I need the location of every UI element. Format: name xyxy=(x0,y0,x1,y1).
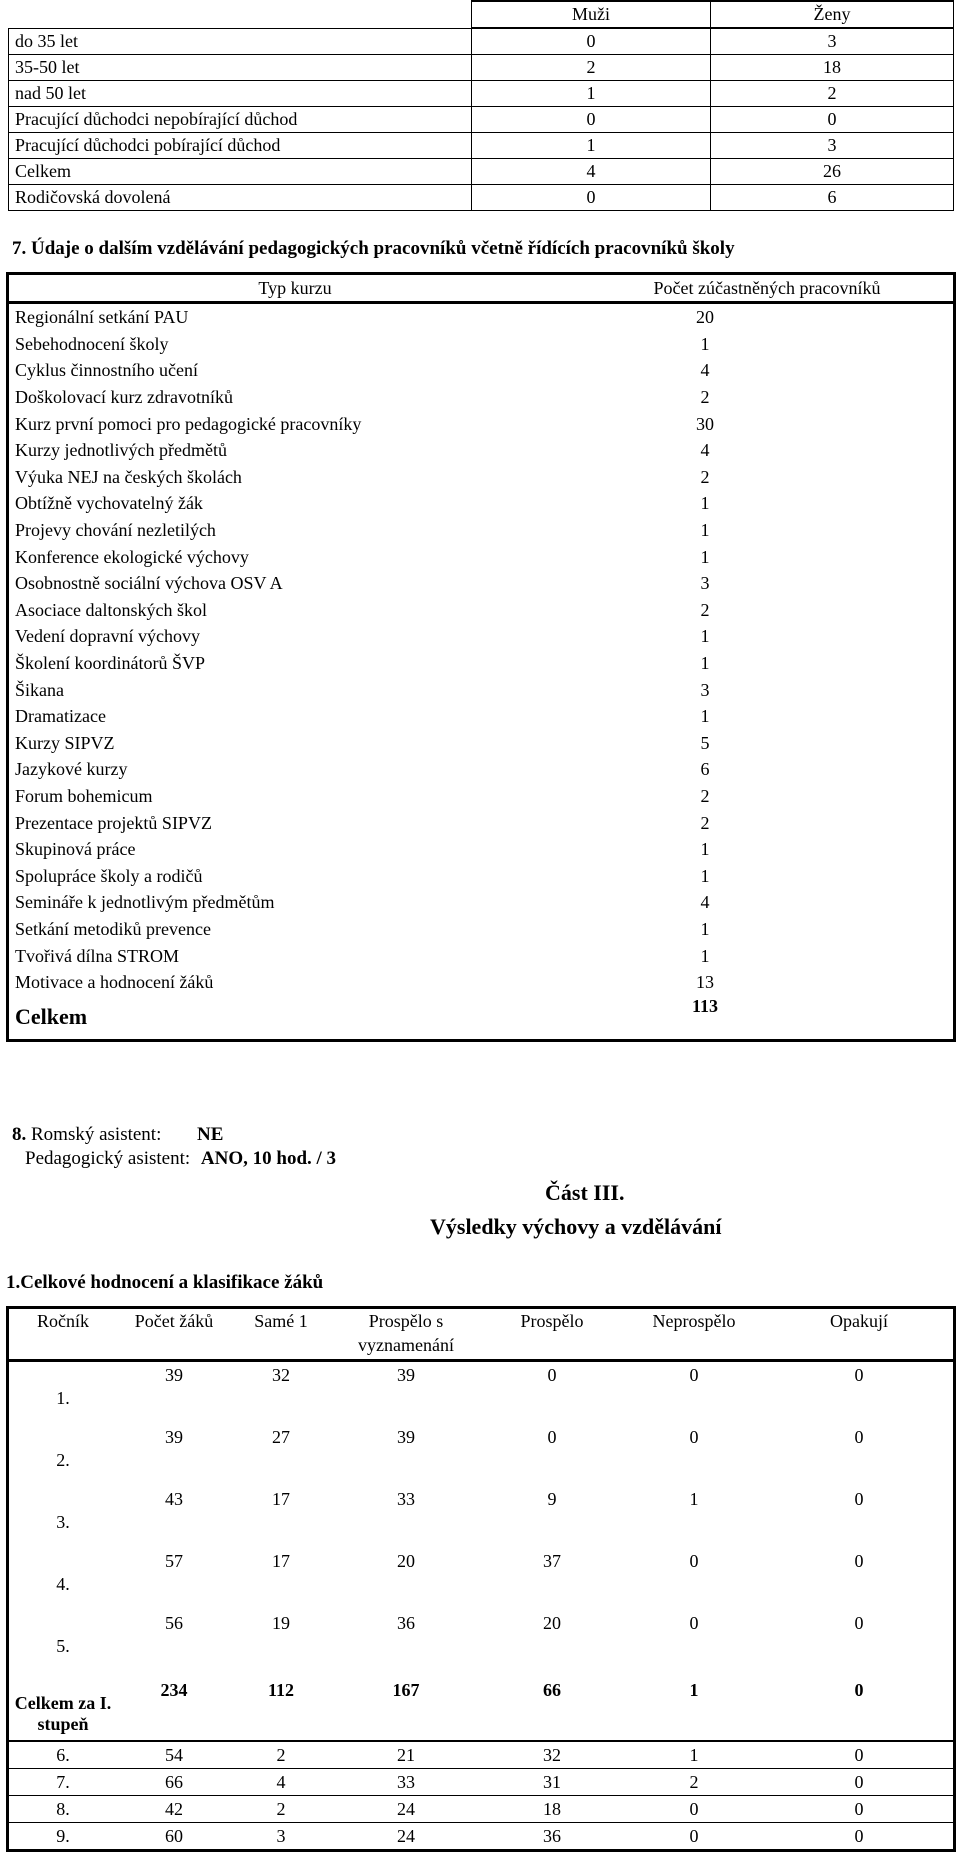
training-row-name: Vedení dopravní výchovy xyxy=(15,626,200,647)
training-row-name: Školení koordinátorů ŠVP xyxy=(15,653,206,674)
results-value: 3 xyxy=(231,1823,331,1851)
results-value: 0 xyxy=(854,1365,864,1385)
training-row-count: 2 xyxy=(700,466,710,487)
training-row-name: Šikana xyxy=(15,679,64,700)
staff-row-label: do 35 let xyxy=(9,28,472,55)
results-row xyxy=(8,1823,955,1851)
training-row-count: 1 xyxy=(700,945,710,966)
training-row-count: 1 xyxy=(700,918,710,939)
training-row-name: Motivace a hodnocení žáků xyxy=(15,972,214,993)
training-row-name: Výuka NEJ na českých školách xyxy=(15,466,242,487)
staff-row xyxy=(9,133,954,159)
training-row-count: 2 xyxy=(700,387,710,408)
results-header-repeat: Opakují xyxy=(765,1308,955,1361)
training-row-count: 3 xyxy=(700,679,710,700)
training-row xyxy=(8,357,955,384)
training-row-count: 1 xyxy=(700,865,710,886)
ped-assistant-value: ANO, 10 hod. / 3 xyxy=(200,1148,337,1169)
training-row-name: Semináře k jednotlivým předmětům xyxy=(15,892,275,913)
results-row xyxy=(8,1769,955,1796)
results-grade: 3. xyxy=(56,1511,70,1532)
staff-row xyxy=(9,159,954,185)
results-value: 42 xyxy=(117,1796,231,1823)
results-header-pupils: Počet žáků xyxy=(117,1308,231,1361)
staff-header-women: Ženy xyxy=(711,1,954,28)
staff-row xyxy=(9,55,954,81)
staff-row-women: 26 xyxy=(711,159,954,185)
training-row-name: Spolupráce školy a rodičů xyxy=(15,865,203,886)
training-row-count: 4 xyxy=(700,360,710,381)
results-value: 4 xyxy=(231,1769,331,1796)
results-value: 33 xyxy=(331,1769,481,1796)
results-value: 56 xyxy=(165,1613,183,1633)
training-row xyxy=(8,650,955,677)
staff-row-women: 3 xyxy=(711,28,954,55)
training-row xyxy=(8,942,955,969)
training-row-count: 2 xyxy=(700,599,710,620)
staff-row xyxy=(9,28,954,55)
staff-row-men: 1 xyxy=(472,133,711,159)
staff-row-label: Pracující důchodci pobírající důchod xyxy=(9,133,472,159)
results-value: 66 xyxy=(543,1680,561,1700)
training-row-name: Forum bohemicum xyxy=(15,785,153,806)
results-table-header xyxy=(8,1308,955,1361)
results-row xyxy=(8,1796,955,1823)
results-value: 39 xyxy=(397,1365,415,1385)
ped-assistant-line xyxy=(25,1148,336,1170)
results-value: 0 xyxy=(623,1823,765,1851)
results-grade: 4. xyxy=(56,1573,70,1594)
training-row xyxy=(8,517,955,544)
training-row-count: 1 xyxy=(700,333,710,354)
results-header-failed: Neprospělo xyxy=(623,1308,765,1361)
staff-row-label: Rodičovská dovolená xyxy=(9,185,472,211)
training-header-count: Počet zúčastněných pracovníků xyxy=(581,274,955,303)
roma-assistant-value: NE xyxy=(197,1124,224,1145)
results-grade: Celkem za I. stupeň xyxy=(14,1693,112,1734)
results-value: 17 xyxy=(272,1551,290,1571)
results-value: 9 xyxy=(547,1489,557,1509)
results-row xyxy=(8,1741,955,1769)
training-row xyxy=(8,623,955,650)
results-value: 112 xyxy=(267,1680,294,1700)
staff-row-label: 35-50 let xyxy=(9,55,472,81)
results-value: 0 xyxy=(547,1427,557,1447)
training-row-count: 5 xyxy=(700,732,710,753)
results-section-title: 1.Celkové hodnocení a klasifikace žáků xyxy=(6,1272,324,1293)
staff-header-men: Muži xyxy=(472,1,711,28)
results-row xyxy=(8,1610,955,1672)
results-value: 0 xyxy=(765,1796,955,1823)
training-row-name: Osobnostně sociální výchova OSV A xyxy=(15,573,283,594)
staff-row xyxy=(9,81,954,107)
results-value: 1 xyxy=(689,1489,699,1509)
results-row xyxy=(8,1486,955,1548)
results-value: 54 xyxy=(117,1741,231,1769)
staff-row-women: 6 xyxy=(711,185,954,211)
results-value: 0 xyxy=(765,1741,955,1769)
staff-table-header xyxy=(9,1,954,28)
results-value: 66 xyxy=(117,1769,231,1796)
results-grade: 8. xyxy=(8,1796,118,1823)
results-value: 36 xyxy=(481,1823,623,1851)
staff-row-men: 2 xyxy=(472,55,711,81)
training-row-name: Kurzy SIPVZ xyxy=(15,732,115,753)
section-8-number: 8. xyxy=(12,1124,27,1145)
results-header-grade: Ročník xyxy=(8,1308,118,1361)
results-value: 0 xyxy=(689,1551,699,1571)
results-value: 0 xyxy=(689,1427,699,1447)
staff-table xyxy=(8,0,954,211)
staff-row-men: 1 xyxy=(472,81,711,107)
staff-row-men: 4 xyxy=(472,159,711,185)
training-row-count: 13 xyxy=(696,972,714,993)
training-row-count: 1 xyxy=(700,706,710,727)
results-value: 20 xyxy=(397,1551,415,1571)
training-row-name: Kurz první pomoci pro pedagogické pracovníky xyxy=(15,413,362,434)
training-row xyxy=(8,543,955,570)
results-value: 60 xyxy=(117,1823,231,1851)
training-row-count: 20 xyxy=(696,307,714,328)
results-grade: 6. xyxy=(8,1741,118,1769)
staff-row-women: 3 xyxy=(711,133,954,159)
results-grade: 7. xyxy=(8,1769,118,1796)
training-row-name: Projevy chování nezletilých xyxy=(15,520,216,541)
results-value: 27 xyxy=(272,1427,290,1447)
results-value: 0 xyxy=(765,1769,955,1796)
results-value: 39 xyxy=(165,1365,183,1385)
results-row xyxy=(8,1424,955,1486)
training-row-name: Jazykové kurzy xyxy=(15,759,128,780)
training-row-count: 30 xyxy=(696,413,714,434)
results-value: 31 xyxy=(481,1769,623,1796)
training-row xyxy=(8,916,955,943)
training-row xyxy=(8,969,955,996)
training-row-name: Dramatizace xyxy=(15,706,106,727)
results-value: 36 xyxy=(397,1613,415,1633)
training-row-name: Konference ekologické výchovy xyxy=(15,546,249,567)
results-value: 21 xyxy=(331,1741,481,1769)
ped-assistant-label: Pedagogický asistent: xyxy=(25,1148,191,1169)
training-row-name: Cyklus činnostního učení xyxy=(15,360,198,381)
results-value: 33 xyxy=(397,1489,415,1509)
training-row xyxy=(8,783,955,810)
staff-row-label: nad 50 let xyxy=(9,81,472,107)
staff-row-label: Pracující důchodci nepobírající důchod xyxy=(9,107,472,133)
results-grade: 2. xyxy=(56,1449,70,1470)
results-value: 39 xyxy=(397,1427,415,1447)
training-row-name: Setkání metodiků prevence xyxy=(15,918,211,939)
training-header-type: Typ kurzu xyxy=(8,274,582,303)
results-value: 234 xyxy=(160,1680,188,1700)
training-row xyxy=(8,464,955,491)
results-value: 24 xyxy=(331,1823,481,1851)
roma-assistant-label: Romský asistent: xyxy=(26,1124,162,1145)
results-value: 2 xyxy=(623,1769,765,1796)
results-grade: 1. xyxy=(56,1387,70,1408)
results-header-all-ones: Samé 1 xyxy=(231,1308,331,1361)
staff-row-men: 0 xyxy=(472,107,711,133)
training-row xyxy=(8,303,955,331)
training-row-name: Tvořivá dílna STROM xyxy=(15,945,179,966)
results-value: 24 xyxy=(331,1796,481,1823)
results-value: 0 xyxy=(765,1823,955,1851)
training-row-count: 2 xyxy=(700,785,710,806)
results-value: 2 xyxy=(231,1741,331,1769)
training-row-count: 1 xyxy=(700,520,710,541)
training-row-name: Sebehodnocení školy xyxy=(15,333,169,354)
part-3-title: Část III. xyxy=(545,1180,625,1205)
training-row-count: 1 xyxy=(700,653,710,674)
training-row-name: Doškolovací kurz zdravotníků xyxy=(15,387,233,408)
staff-row-men: 0 xyxy=(472,28,711,55)
staff-row-women: 0 xyxy=(711,107,954,133)
training-row xyxy=(8,490,955,517)
results-table xyxy=(6,1306,956,1852)
roma-assistant-line xyxy=(12,1124,224,1146)
training-row-count: 4 xyxy=(700,892,710,913)
training-row-name: Kurzy jednotlivých předmětů xyxy=(15,440,227,461)
part-3-subtitle: Výsledky výchovy a vzdělávání xyxy=(430,1214,722,1239)
training-total-label: Celkem xyxy=(15,1004,88,1030)
staff-row xyxy=(9,185,954,211)
results-header-honors: Prospělo s vyznamenání xyxy=(331,1308,481,1361)
staff-row-label: Celkem xyxy=(9,159,472,185)
results-value: 39 xyxy=(165,1427,183,1447)
training-total-row xyxy=(8,995,955,1041)
training-row xyxy=(8,676,955,703)
results-value: 0 xyxy=(689,1613,699,1633)
results-row xyxy=(8,1361,955,1425)
training-row-count: 1 xyxy=(700,493,710,514)
results-value: 0 xyxy=(854,1427,864,1447)
training-table-header xyxy=(8,274,955,303)
training-row xyxy=(8,836,955,863)
results-value: 0 xyxy=(623,1796,765,1823)
training-row xyxy=(8,437,955,464)
training-row xyxy=(8,384,955,411)
results-value: 37 xyxy=(543,1551,561,1571)
results-value: 2 xyxy=(231,1796,331,1823)
staff-row-women: 18 xyxy=(711,55,954,81)
training-row-count: 2 xyxy=(700,812,710,833)
results-grade: 9. xyxy=(8,1823,118,1851)
training-row xyxy=(8,410,955,437)
training-row xyxy=(8,331,955,358)
training-row-count: 1 xyxy=(700,546,710,567)
results-value: 19 xyxy=(272,1613,290,1633)
results-value: 57 xyxy=(165,1551,183,1571)
results-total-row xyxy=(8,1672,955,1741)
training-row-count: 4 xyxy=(700,440,710,461)
training-row xyxy=(8,570,955,597)
results-value: 0 xyxy=(854,1489,864,1509)
results-value: 0 xyxy=(854,1551,864,1571)
results-value: 1 xyxy=(623,1741,765,1769)
staff-row xyxy=(9,107,954,133)
staff-row-women: 2 xyxy=(711,81,954,107)
staff-row-men: 0 xyxy=(472,185,711,211)
training-row-count: 6 xyxy=(700,759,710,780)
training-row-name: Skupinová práce xyxy=(15,839,136,860)
training-row xyxy=(8,730,955,757)
results-value: 0 xyxy=(689,1365,699,1385)
training-row xyxy=(8,597,955,624)
training-row-count: 1 xyxy=(700,839,710,860)
training-row xyxy=(8,756,955,783)
training-total-value: 113 xyxy=(691,996,718,1017)
results-grade: 5. xyxy=(56,1635,70,1656)
results-row xyxy=(8,1548,955,1610)
results-value: 1 xyxy=(689,1680,699,1700)
results-value: 0 xyxy=(854,1613,864,1633)
results-value: 43 xyxy=(165,1489,183,1509)
training-row xyxy=(8,889,955,916)
training-row-count: 3 xyxy=(700,573,710,594)
training-row xyxy=(8,862,955,889)
training-row-name: Asociace daltonských škol xyxy=(15,599,207,620)
results-value: 0 xyxy=(547,1365,557,1385)
training-table xyxy=(6,272,956,1042)
results-value: 18 xyxy=(481,1796,623,1823)
staff-header-empty xyxy=(9,1,472,28)
results-value: 17 xyxy=(272,1489,290,1509)
training-row-name: Prezentace projektů SIPVZ xyxy=(15,812,212,833)
training-row xyxy=(8,809,955,836)
training-row xyxy=(8,703,955,730)
results-value: 20 xyxy=(543,1613,561,1633)
section-7-title: 7. Údaje o dalším vzdělávání pedagogických pracovníků včetně řídících pracovníků školy xyxy=(12,238,735,259)
results-value: 32 xyxy=(481,1741,623,1769)
training-row-name: Regionální setkání PAU xyxy=(15,307,189,328)
training-row-count: 1 xyxy=(700,626,710,647)
results-value: 0 xyxy=(854,1680,864,1700)
training-row-name: Obtížně vychovatelný žák xyxy=(15,493,203,514)
results-value: 32 xyxy=(272,1365,290,1385)
results-header-passed: Prospělo xyxy=(481,1308,623,1361)
results-value: 167 xyxy=(392,1680,420,1700)
